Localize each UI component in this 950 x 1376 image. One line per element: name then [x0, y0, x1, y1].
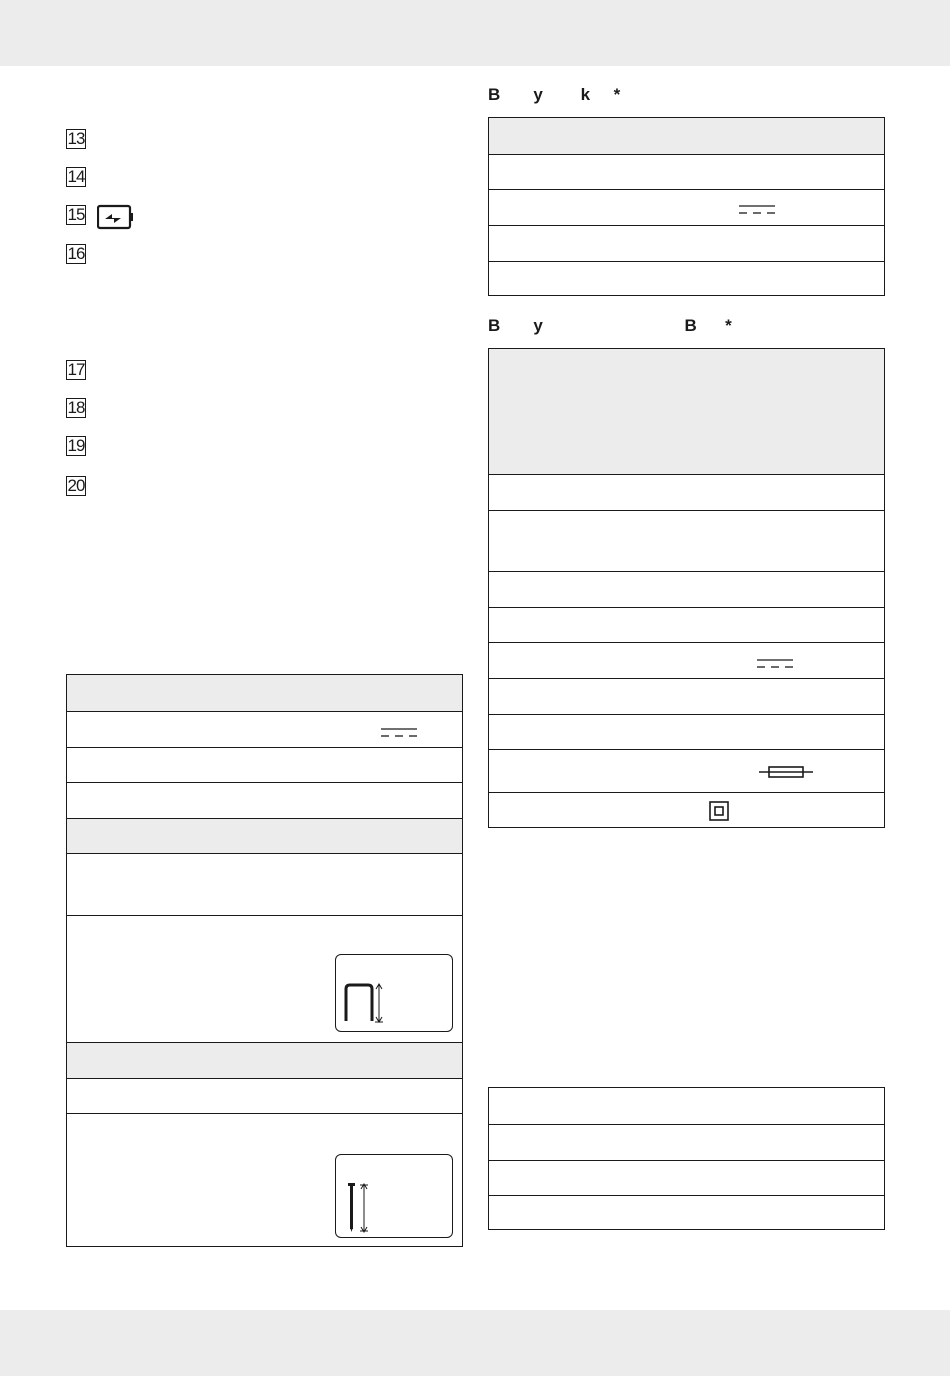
table-row — [489, 792, 884, 829]
battery-pack-table — [488, 117, 885, 296]
dc-symbol-icon — [380, 727, 418, 739]
double-square-icon — [709, 801, 729, 821]
header-band — [0, 0, 950, 66]
item-number-16: 16 — [67, 244, 85, 263]
table-row — [489, 642, 884, 678]
table-row — [489, 1195, 884, 1231]
heading-battery-pack: B y k * — [488, 85, 621, 104]
table-row — [489, 1088, 884, 1124]
item-number-13: 13 — [67, 129, 85, 148]
table-row — [67, 747, 462, 782]
item-number-14: 14 — [67, 167, 85, 186]
item-number-20: 20 — [67, 476, 85, 495]
left-spec-table — [66, 674, 463, 1247]
table-row — [67, 853, 462, 915]
table-row — [67, 711, 462, 747]
fuse-icon — [759, 766, 813, 778]
item-number-19: 19 — [67, 436, 85, 455]
footer-band — [0, 1310, 950, 1376]
table-row — [489, 225, 884, 261]
item-number-18: 18 — [67, 398, 85, 417]
table-row — [67, 1042, 462, 1078]
battery-charger-table — [488, 348, 885, 828]
table-row — [489, 189, 884, 225]
table-row — [489, 118, 884, 154]
table-row — [489, 154, 884, 189]
item-number-15: 15 — [67, 205, 85, 224]
table-row — [489, 1124, 884, 1160]
table-row — [67, 818, 462, 853]
table-row — [67, 1078, 462, 1113]
nail-icon — [344, 1163, 384, 1233]
table-row — [67, 915, 462, 1042]
staple-dimension-box — [335, 954, 453, 1032]
table-row — [67, 782, 462, 818]
table-row — [489, 607, 884, 642]
table-row — [489, 349, 884, 474]
staple-icon — [342, 965, 402, 1025]
table-row — [489, 749, 884, 792]
table-row — [67, 675, 462, 711]
item-number-17: 17 — [67, 360, 85, 379]
table-row — [489, 714, 884, 749]
bottom-right-table — [488, 1087, 885, 1230]
dc-symbol-icon — [756, 658, 794, 670]
table-row — [489, 261, 884, 297]
table-row — [489, 1160, 884, 1195]
table-row — [489, 474, 884, 510]
nail-dimension-box — [335, 1154, 453, 1238]
dc-symbol-icon — [738, 204, 776, 216]
table-row — [489, 510, 884, 571]
table-row — [489, 678, 884, 714]
table-row — [489, 571, 884, 607]
battery-charging-icon — [97, 204, 135, 235]
heading-battery-charger: B y B * — [488, 316, 732, 335]
table-row — [67, 1113, 462, 1248]
